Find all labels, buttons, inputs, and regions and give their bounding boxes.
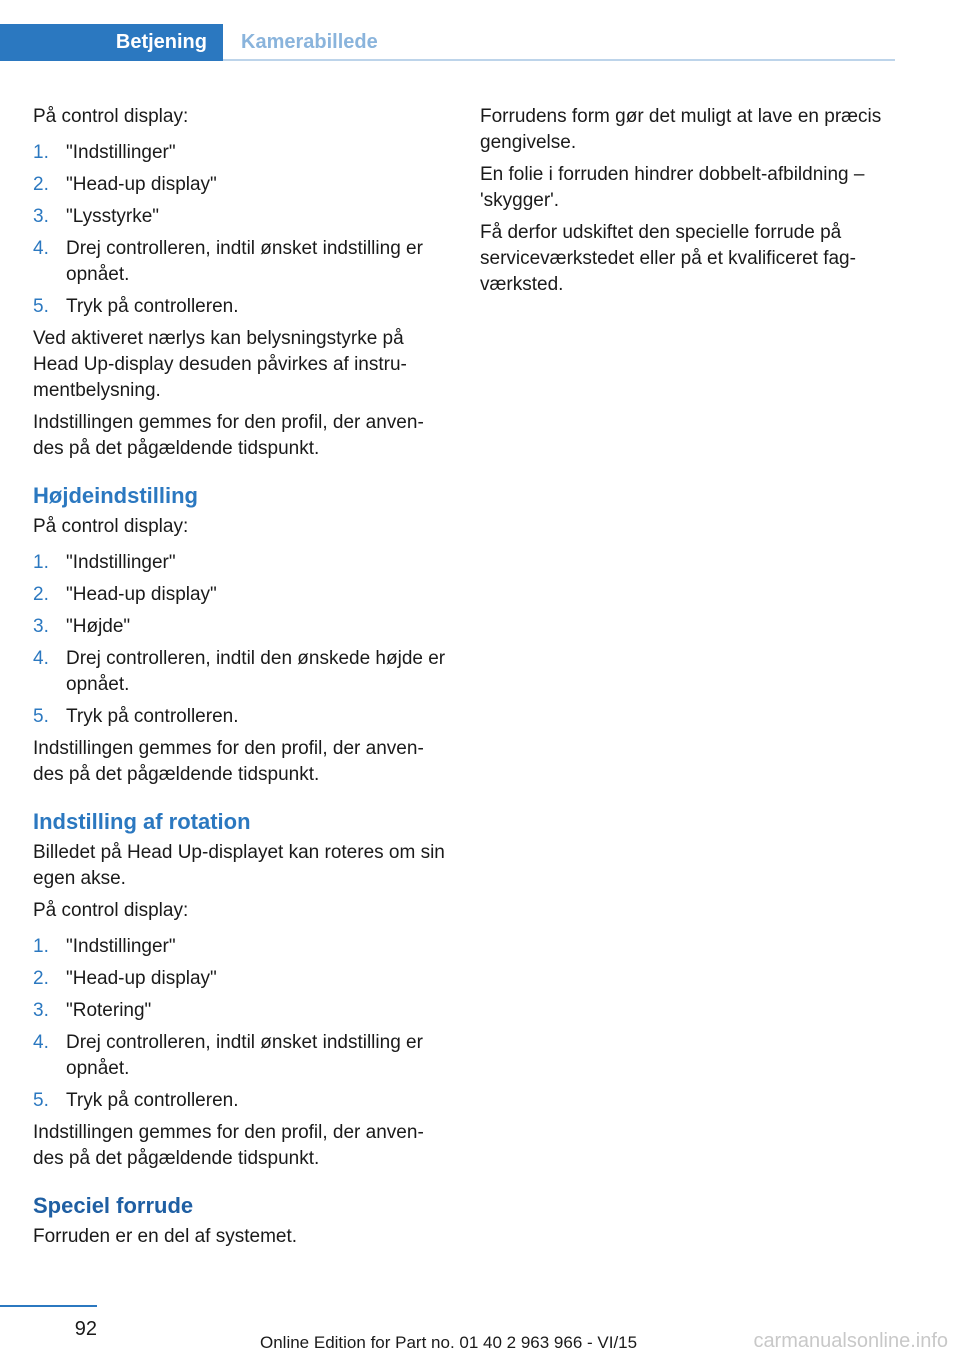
list-item: 4. Drej controlleren, indtil ønsket indstilling er opnået.	[33, 238, 423, 285]
list-item: 1. "Indstillinger"	[33, 936, 176, 957]
windshield-heading: Speciel forrude	[33, 1193, 194, 1218]
brightness-intro: På control display:	[33, 106, 189, 127]
brightness-note-2: Indstillingen gemmes for den profil, der anvendes på det pågældende tidspunkt.	[33, 412, 424, 459]
height-steps	[33, 550, 448, 730]
height-heading: Højdeindstilling	[33, 483, 198, 508]
list-item: 5. Tryk på controlleren.	[33, 296, 239, 317]
rotation-steps	[33, 934, 448, 1114]
list-item: 2. "Head-up display"	[33, 584, 217, 605]
brightness-note-1: Ved aktiveret nærlys kan belysningstyrke på Head Up-display desuden påvirkes af instrumentbelysning.	[33, 328, 407, 401]
list-item: 2. "Head-up display"	[33, 174, 217, 195]
list-item: 4. Drej controlleren, indtil ønsket indstilling er opnået.	[33, 1032, 423, 1079]
edition-text: Online Edition for Part no. 01 40 2 963 966 - VI/15	[260, 1333, 638, 1352]
header	[0, 24, 895, 61]
rotation-intro: På control display:	[33, 900, 189, 921]
list-item: 5. Tryk på controlleren.	[33, 1090, 239, 1111]
watermark: carmanualsonline.info	[753, 1330, 948, 1352]
windshield-text: Forruden er en del af systemet.	[33, 1226, 298, 1247]
right-column	[480, 104, 900, 304]
tab-kamerabillede[interactable]: Kamerabillede	[241, 31, 378, 53]
rotation-description: Billedet på Head Up-displayet kan roteres om sin egen akse.	[33, 842, 445, 889]
left-column	[33, 104, 448, 1256]
list-item: 1. "Indstillinger"	[33, 142, 176, 163]
list-item: 1. "Indstillinger"	[33, 552, 176, 573]
page-number: 92	[74, 1318, 97, 1340]
tab-betjening[interactable]: Betjening	[0, 24, 223, 61]
windshield-foil-text: En folie i forruden hindrer dobbelt-afbildning – 'skygger'.	[480, 164, 865, 211]
list-item: 2. "Head-up display"	[33, 968, 217, 989]
brightness-steps	[33, 140, 448, 320]
height-intro: På control display:	[33, 516, 189, 537]
list-item: 3. "Højde"	[33, 616, 131, 637]
footer-divider	[0, 1305, 97, 1307]
list-item: 4. Drej controlleren, indtil den ønskede højde er opnået.	[33, 648, 446, 695]
height-note: Indstillingen gemmes for den profil, der anvendes på det pågældende tidspunkt.	[33, 738, 424, 785]
windshield-shape-text: Forrudens form gør det muligt at lave en præcis gengivelse.	[480, 106, 882, 153]
list-item: 3. "Rotering"	[33, 1000, 152, 1021]
list-item: 3. "Lysstyrke"	[33, 206, 160, 227]
windshield-replace-text: Få derfor udskiftet den specielle forrude på serviceværkstedet eller på et kvalificeret fagværksted.	[480, 222, 856, 295]
rotation-note: Indstillingen gemmes for den profil, der anvendes på det pågældende tidspunkt.	[33, 1122, 424, 1169]
header-divider	[223, 59, 895, 61]
list-item: 5. Tryk på controlleren.	[33, 706, 239, 727]
rotation-heading: Indstilling af rotation	[33, 809, 251, 834]
